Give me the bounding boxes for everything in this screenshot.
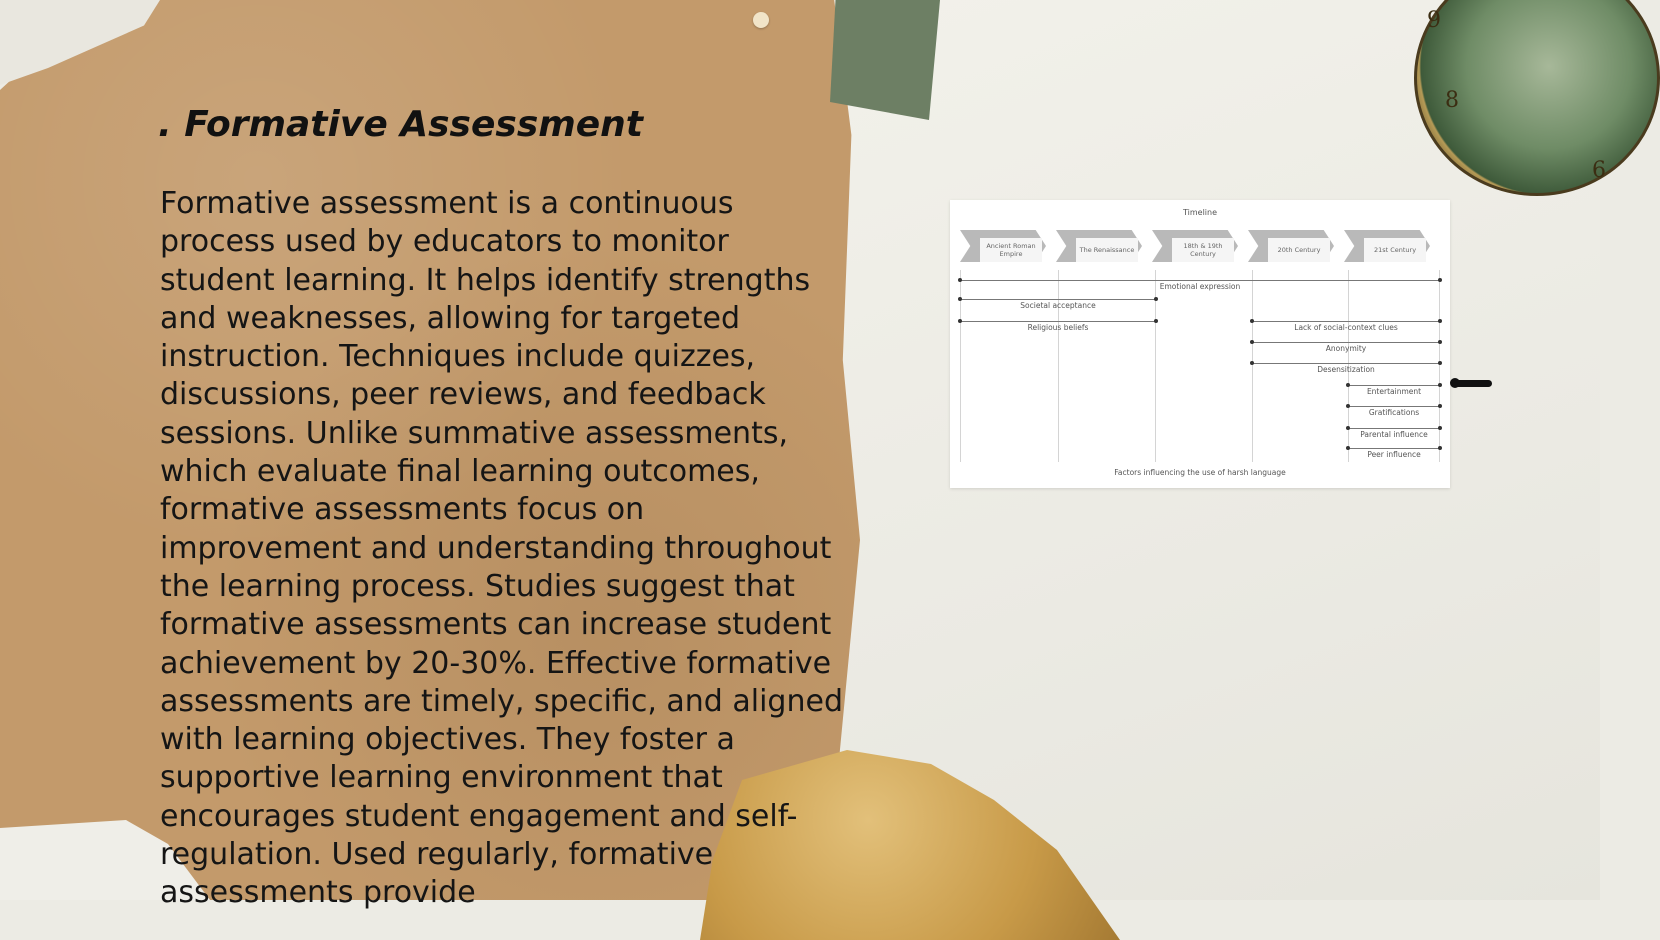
clock-numeral: 6 (1592, 158, 1606, 183)
timeline-period-label: 20th Century (1268, 238, 1330, 262)
timeline-bar: Anonymity (1252, 342, 1440, 352)
pushpin-icon (753, 12, 769, 28)
timeline-bar: Peer influence (1348, 448, 1440, 458)
clock-numeral: 9 (1427, 8, 1441, 33)
timeline-bar: Gratifications (1348, 406, 1440, 416)
slide-title: . Formative Assessment (158, 104, 644, 145)
timeline-bar: Societal acceptance (960, 299, 1156, 309)
timeline-period-label: 18th & 19th Century (1172, 238, 1234, 262)
timeline-bar: Parental influence (1348, 428, 1440, 438)
clock-numeral: 8 (1445, 88, 1459, 113)
ink-dash (1452, 380, 1492, 387)
timeline-period-label: The Renaissance (1076, 238, 1138, 262)
timeline-caption: Factors influencing the use of harsh language (1114, 468, 1286, 477)
timeline-bar: Entertainment (1348, 385, 1440, 395)
timeline-period-label: 21st Century (1364, 238, 1426, 262)
timeline-bar: Religious beliefs (960, 321, 1156, 331)
slide-body-text: Formative assessment is a continuous process used by educators to monitor student learning. It helps identify strengths and weaknesses, allowing for targeted instruction. Techniques include quizzes, discussions, peer reviews, and feedback sessions. Unlike summative assessments, which evaluate final learning outcomes, formative assessments focus on improvement and understanding throughout the learning process. Studies suggest that formative assessments can increase student achievement by 20-30%. Effective formative assessments are timely, specific, and aligned with learning objectives. They foster a supportive learning environment that encourages student engagement and self-regulation. Used regularly, formative assessments provide (160, 186, 843, 911)
timeline-bar: Emotional expression (960, 280, 1440, 290)
timeline-bar: Lack of social-context clues (1252, 321, 1440, 331)
timeline-figure[interactable] (950, 200, 1450, 488)
timeline-period-label: Ancient Roman Empire (980, 238, 1042, 262)
green-paper-scrap (830, 0, 940, 120)
timeline-title: Timeline (1182, 208, 1217, 217)
timeline-bar: Desensitization (1252, 363, 1440, 373)
